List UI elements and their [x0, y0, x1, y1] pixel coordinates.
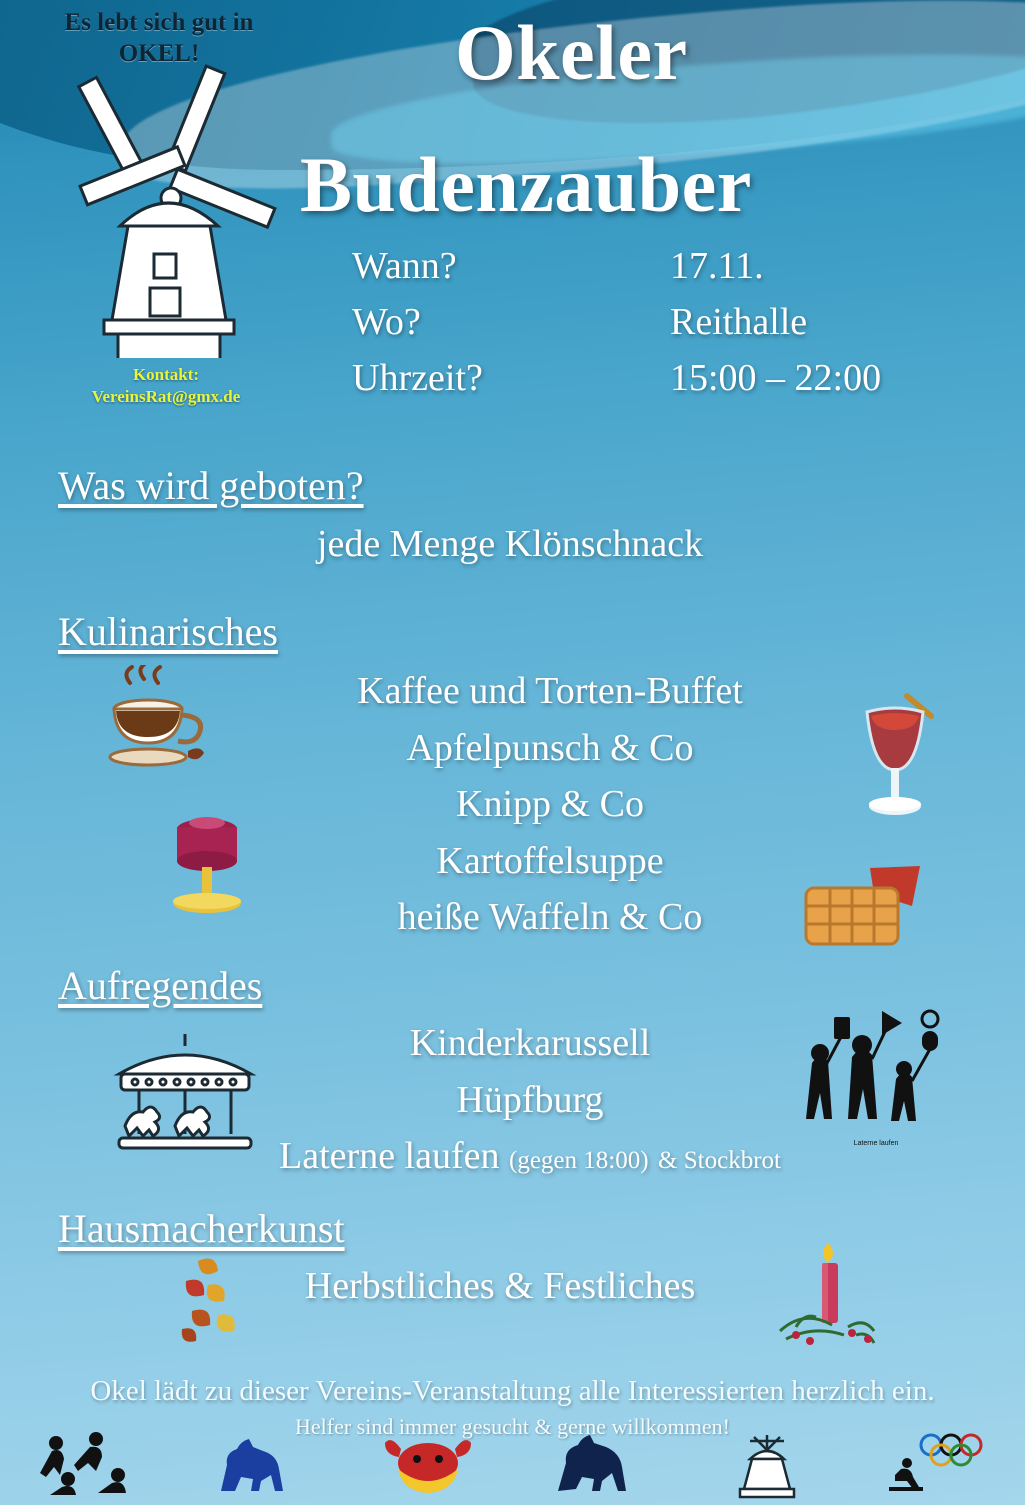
fact-answer: 17.11.	[670, 245, 764, 287]
blue-horse-logo	[199, 1429, 317, 1499]
footer-invitation: Okel lädt zu dieser Vereins-Veranstaltung alle Interessierten herzlich ein.	[90, 1375, 935, 1407]
section-items-kulinarisches	[200, 663, 900, 946]
dark-horse-logo	[538, 1429, 656, 1499]
section-items-aufregendes	[160, 1015, 900, 1185]
section-heading-aufregendes: Aufregendes	[58, 963, 263, 1008]
list-item: Hüpfburg	[456, 1078, 604, 1121]
fact-answer: Reithalle	[670, 301, 808, 344]
list-item: Kartoffelsuppe	[436, 839, 664, 882]
olympic-rings-logo	[877, 1429, 995, 1499]
list-item: Kaffee und Torten-Buffet	[357, 670, 743, 712]
windmill-logo	[708, 1429, 826, 1499]
fact-row-time	[352, 350, 992, 406]
fact-row-where	[352, 294, 992, 350]
lantern-time-note: (gegen 18:00)	[509, 1147, 649, 1175]
list-item: Herbstliches & Festliches	[304, 1265, 696, 1307]
cake-icon	[152, 805, 262, 925]
list-item: Kinderkarussell	[409, 1022, 651, 1064]
acrobat-figures-logo	[30, 1429, 148, 1499]
poster-title-line2: Budenzauber	[300, 141, 752, 228]
autumn-leaves-icon	[178, 1245, 278, 1345]
coffee-cup-icon	[96, 665, 216, 775]
red-carnival-mask-logo	[369, 1429, 487, 1499]
svg-text:Laterne laufen: Laterne laufen	[853, 1140, 899, 1147]
contact-block	[36, 364, 296, 408]
lantern-children-icon	[790, 1005, 960, 1155]
candle-wreath-icon	[752, 1235, 892, 1355]
event-facts	[352, 238, 992, 407]
footer-helper-note: Helfer sind immer gesucht & gerne willkommen!	[295, 1414, 730, 1439]
windmill-illustration	[58, 58, 278, 358]
fact-question: Wo?	[352, 301, 421, 344]
fact-row-when	[352, 238, 992, 294]
tagline: Es lebt sich gut in OKEL!	[64, 9, 254, 67]
contact-email: VereinsRat@gmx.de	[91, 387, 241, 407]
contact-label: Kontakt:	[132, 365, 200, 384]
fact-answer: 15:00 – 22:00	[670, 357, 882, 400]
section-heading-kulinarisches: Kulinarisches	[58, 609, 278, 654]
lantern-main-text: Laterne laufen	[279, 1135, 500, 1178]
list-item: Apfelpunsch & Co	[406, 726, 694, 769]
fact-question: Wann?	[352, 245, 457, 287]
punch-glass-icon	[845, 688, 945, 828]
section-heading-hausmacherkunst: Hausmacherkunst	[58, 1206, 345, 1251]
list-item-lantern	[160, 1128, 900, 1185]
fact-question: Uhrzeit?	[352, 357, 483, 400]
windmill-icon	[58, 58, 278, 358]
carousel-icon	[105, 1030, 265, 1160]
list-item: Knipp & Co	[456, 783, 644, 826]
section-heading-offer: Was wird geboten?	[58, 463, 364, 508]
list-item: jede Menge Klönschnack	[316, 523, 704, 565]
section-items-offer	[150, 516, 870, 573]
poster-title-line1: Okeler	[455, 9, 688, 96]
waffle-icon	[800, 862, 930, 952]
lantern-tail-text: & Stockbrot	[658, 1147, 781, 1175]
list-item: heiße Waffeln & Co	[397, 896, 703, 939]
club-logo-row	[0, 1425, 1025, 1499]
